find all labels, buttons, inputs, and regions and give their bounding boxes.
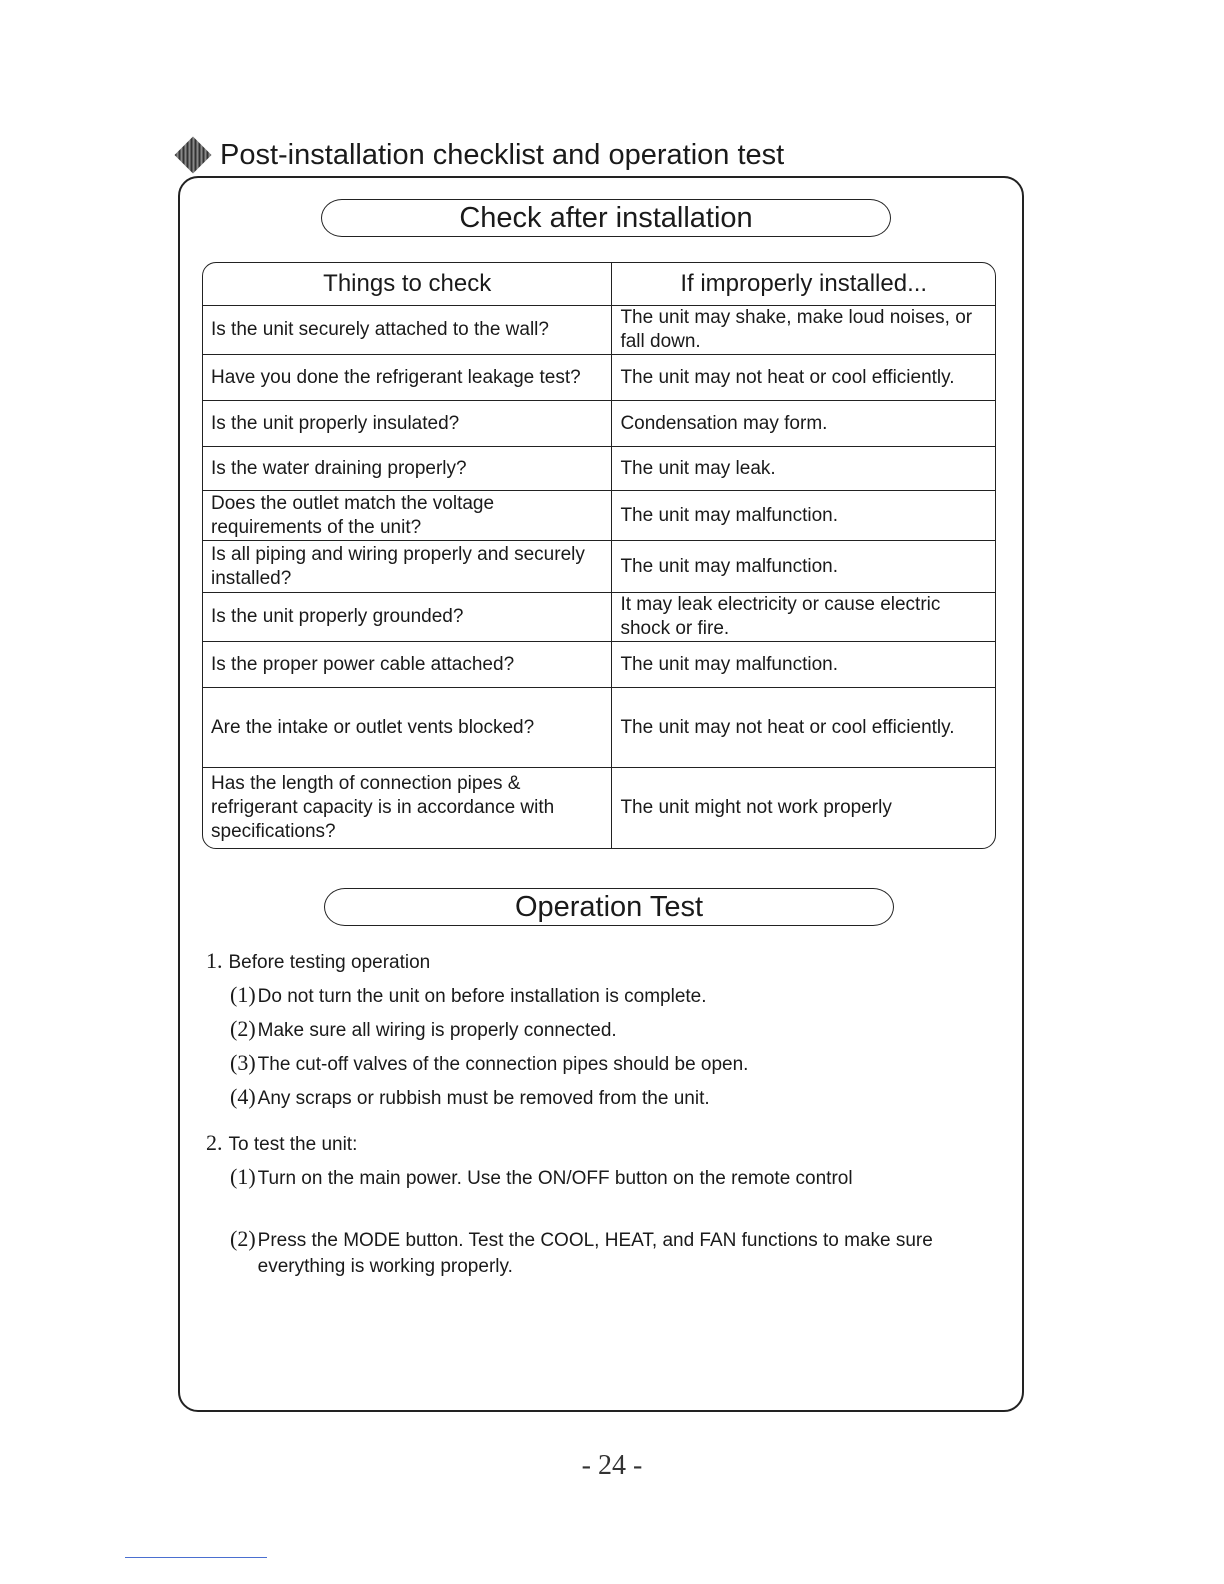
check-cell: Is all piping and wiring properly and securely installed?: [203, 541, 612, 593]
diamond-bullet-icon: [175, 137, 212, 174]
item-text: Make sure all wiring is properly connected.: [257, 1020, 617, 1041]
item-text: The cut-off valves of the connection pipes should be open.: [257, 1054, 749, 1075]
table-row: [203, 541, 995, 593]
item-number: (1): [230, 982, 256, 1007]
check-cell: Is the water draining properly?: [203, 447, 612, 491]
item-number: (2): [230, 1016, 256, 1041]
check-cell: Is the unit properly grounded?: [203, 593, 612, 642]
result-cell: The unit may malfunction.: [612, 642, 995, 688]
result-cell: The unit may not heat or cool efficiently.: [612, 688, 995, 768]
result-cell: The unit may shake, make loud noises, or fall down.: [612, 306, 995, 355]
list-item: [230, 982, 996, 1010]
operation-steps: [206, 948, 996, 1280]
item-number: (1): [230, 1164, 256, 1189]
list-item: [230, 1016, 996, 1044]
result-cell: The unit may not heat or cool efficiently.: [612, 355, 995, 401]
result-cell: It may leak electricity or cause electric shock or fire.: [612, 593, 995, 642]
page-number: - 24 -: [581, 1450, 643, 1481]
table-row: [203, 768, 995, 848]
table-row: [203, 355, 995, 401]
item-number: (2): [230, 1226, 256, 1251]
checklist-table: [202, 262, 996, 849]
result-cell: Condensation may form.: [612, 401, 995, 447]
item-text: Do not turn the unit on before installation is complete.: [257, 986, 707, 1007]
step-2-heading: [206, 1130, 996, 1158]
table-row: [203, 593, 995, 642]
list-item: [230, 1164, 996, 1192]
result-cell: The unit may malfunction.: [612, 541, 995, 593]
table-row: [203, 447, 995, 491]
operation-test-heading: Operation Test: [324, 888, 894, 926]
page-title: [174, 136, 784, 174]
step-title: Before testing operation: [228, 952, 431, 973]
item-text: Turn on the main power. Use the ON/OFF button on the remote control: [257, 1168, 853, 1189]
step-number: 2.: [206, 1130, 223, 1155]
result-cell: The unit might not work properly: [620, 797, 892, 818]
header-if-improperly-installed: If improperly installed...: [612, 263, 995, 306]
table-header-row: [203, 263, 995, 306]
item-text: Press the MODE button. Test the COOL, HEAT, and FAN functions to make sure everything is working properly.: [257, 1230, 933, 1277]
item-text: Any scraps or rubbish must be removed from the unit.: [257, 1088, 710, 1109]
check-cell: Is the unit properly insulated?: [203, 401, 612, 447]
table-row: [203, 401, 995, 447]
header-things-to-check: Things to check: [203, 263, 612, 306]
item-number: (4): [230, 1084, 256, 1109]
list-item: [230, 1050, 996, 1078]
result-cell: The unit may leak.: [612, 447, 995, 491]
item-number: (3): [230, 1050, 256, 1075]
table-row: [203, 642, 995, 688]
table-row: [203, 306, 995, 355]
list-item: [230, 1084, 996, 1112]
list-item: [230, 1226, 996, 1280]
check-cell: Has the length of connection pipes & refrigerant capacity is in accordance with specifications?: [203, 768, 612, 848]
check-cell: Have you done the refrigerant leakage test?: [203, 355, 612, 401]
check-section-heading: Check after installation: [321, 199, 891, 237]
step-1-heading: [206, 948, 996, 976]
check-cell: Are the intake or outlet vents blocked?: [203, 688, 612, 768]
result-cell: The unit may malfunction.: [612, 491, 995, 541]
step-title: To test the unit:: [228, 1134, 358, 1155]
footer-divider: [125, 1557, 267, 1558]
check-cell: Is the proper power cable attached?: [203, 642, 612, 688]
check-cell: Is the unit securely attached to the wall?: [203, 306, 612, 355]
page-title-text: Post-installation checklist and operation test: [220, 139, 785, 171]
step-number: 1.: [206, 948, 223, 973]
table-row: [203, 688, 995, 768]
table-row: [203, 491, 995, 541]
check-cell: Does the outlet match the voltage requirements of the unit?: [203, 491, 612, 541]
